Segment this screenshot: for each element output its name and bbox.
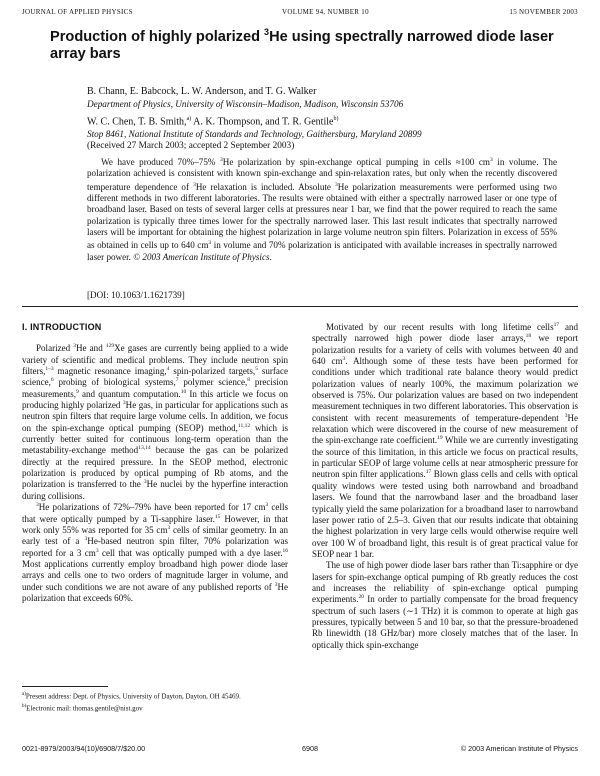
- page-number: 6908: [302, 744, 318, 753]
- running-header: [22, 8, 578, 22]
- divider: [22, 306, 578, 307]
- volume-number: VOLUME 94, NUMBER 10: [282, 8, 369, 16]
- author-block-1: [87, 86, 567, 110]
- footnote-divider: [22, 686, 108, 687]
- paragraph: Polarized $^3$He and $^{129}$Xe gases are currently being applied to a wide variety of scientific and medical problems. They include neutron spin filters,$^{1-3}$ magnetic resonance imaging,$^4$ spin-polarized targets,$^5$ surface science,$^6$ probing of biological systems,$^7$ polymer science,$^8$ precision measurements,$^9$ and quantum computation.$^{10}$ In this article we focus on producing highly polarized $^3$He gas, in particular for applications such as neutron spin filters that require large volume cells. In addition, we focus on the spin-exchange optical pumping (SEOP) method,$^{11,12}$ which is currently better suited for continuous long-term operation than the metastability-exchange method$^{13,14}$ because the gas can be polarized directly at the required pressure. In the SEOP method, electronic polarization is produced by optical pumping of Rb atoms, and the polarization is transferred to the $^3$He nuclei by the hyperfine interaction during collisions.: [22, 343, 289, 501]
- footnote-a: $^{a)}$Present address: Dept. of Physics, University of Dayton, Dayton, OH 45469.: [22, 692, 241, 701]
- footnote-b: $^{b)}$Electronic mail: thomas.gentile@nist.gov: [22, 704, 143, 713]
- column-right: [312, 322, 578, 651]
- footnotes: [22, 690, 288, 715]
- page-footer: [22, 744, 578, 756]
- paragraph: $^3$He polarizations of 72%–79% have been reported for 17 $cm^3$ cells that were optically pumped by a Ti-sapphire laser.$^{15}$ However, in that work only 55% was reported for 35 $cm^3$ cells of similar geometry. In an early test of a $^3$He-based neutron spin filter, 70% polarization was reported for a 3 $cm^3$ cell that was optically pumped with a dye laser.$^{16}$ Most applications currently employ broadband high power diode laser arrays and cells one to two orders of magnitude larger in volume, and under such conditions we are not aware of any published reports of $^3$He polarization that exceeds 60%.: [22, 502, 288, 603]
- author-affiliation: Stop 8461, National Institute of Standards and Technology, Gaithersburg, Maryland 20899: [87, 129, 422, 140]
- received-dates: (Received 27 March 2003; accepted 2 September 2003): [87, 141, 295, 151]
- issue-date: 15 NOVEMBER 2003: [509, 8, 578, 16]
- column-left: [22, 322, 288, 604]
- author-affiliation: Department of Physics, University of Wisconsin–Madison, Madison, Wisconsin 53706: [87, 99, 404, 109]
- author-names: B. Chann, E. Babcock, L. W. Anderson, and T. G. Walker: [87, 86, 317, 97]
- doi[interactable]: [DOI: 10.1063/1.1621739]: [87, 290, 185, 300]
- article-code: 0021-8979/2003/94(10)/6908/7/$20.00: [22, 744, 146, 753]
- paragraph: Motivated by our recent results with long lifetime cells$^{17}$ and spectrally narrowed high power diode laser arrays,$^{18}$ we report polarization results for a variety of cells with volumes between 40 and 640 $cm^3$. Although some of these tests have been performed for conditions under which traditional rate balance theory would predict polarization values of nearly 100%, the maximum polarization we observed is 75%. Our polarization values are based on two independent measurement techniques in two different laboratories. This observation is consistent with recent measurements of temperature-dependent $^3$He relaxation which were discovered in the course of new measurement of the spin-exchange rate coefficient.$^{19}$ While we are currently investigating the source of this limitation, in this article we focus on practical results, in particular SEOP of large volume cells at near atmospheric pressure for neutron spin filter applications.$^{17}$ Blown glass cells and cells with optical quality windows were tested using both narrowband and broadband lasers. We found that the narrowband laser and the broadband laser typically yield the same polarization for a broadband laser to narrowband laser power ratio of 2.5–3. Given that our results indicate that obtaining the highest polarization in very large cells would otherwise require well over 100 W of broadband light, this result is of great practical value for SEOP near 1 bar.: [312, 321, 579, 559]
- journal-name: JOURNAL OF APPLIED PHYSICS: [22, 8, 133, 16]
- abstract: We have produced 70%–75% $^3$He polarization by spin-exchange optical pumping in cells ≈100 $cm^3$ in volume. The polarization achieved is consistent with known spin-exchange and spin-relaxation rates, but only when the recently discovered temperature dependence of $^3$He relaxation is included. Absolute $^3$He polarization measurements were performed using two different methods in two different laboratories. The results were obtained with either a spectrally narrowed laser or one type of broadband laser. Based on tests of several larger cells at pressures near 1 bar, we find that the power required to reach the same polarization is typically three times lower for the spectrally narrowed laser. This last result indicates that spectrally narrowed lasers will be important for obtaining the highest polarization in large volume neutron spin filters. Polarization in excess of 55% as obtained in cells up to 640 $cm^3$ in volume and 70% polarization is anticipated with available increases in spectrally narrowed laser power. © 2003 American Institute of Physics.: [87, 157, 558, 262]
- author-names: W. C. Chen, T. B. Smith,$^{a)}$ A. K. Thompson, and T. R. Gentile$^{b)}$: [87, 116, 339, 128]
- author-block-2: [87, 113, 567, 140]
- paper-title: Production of highly polarized $^3$He using spectrally narrowed diode laser array bars: [50, 27, 554, 62]
- section-heading: I. INTRODUCTION: [22, 322, 102, 332]
- paragraph: The use of high power diode laser bars rather than Ti:sapphire or dye lasers for spin-exchange optical pumping of Rb greatly reduces the cost and increases the reliability of spin-exchange optical pumping experiments.$^{20}$ In order to partially compensate for the broad frequency spectrum of such lasers (∼1 THz) it is common to operate at high gas pressures, typically between 5 and 10 bar, so that the pressure-broadened Rb linewidth (18 GHz/bar) more closely matches that of the laser. In optically thick spin-exchange: [312, 560, 578, 650]
- copyright: © 2003 American Institute of Physics: [460, 744, 578, 753]
